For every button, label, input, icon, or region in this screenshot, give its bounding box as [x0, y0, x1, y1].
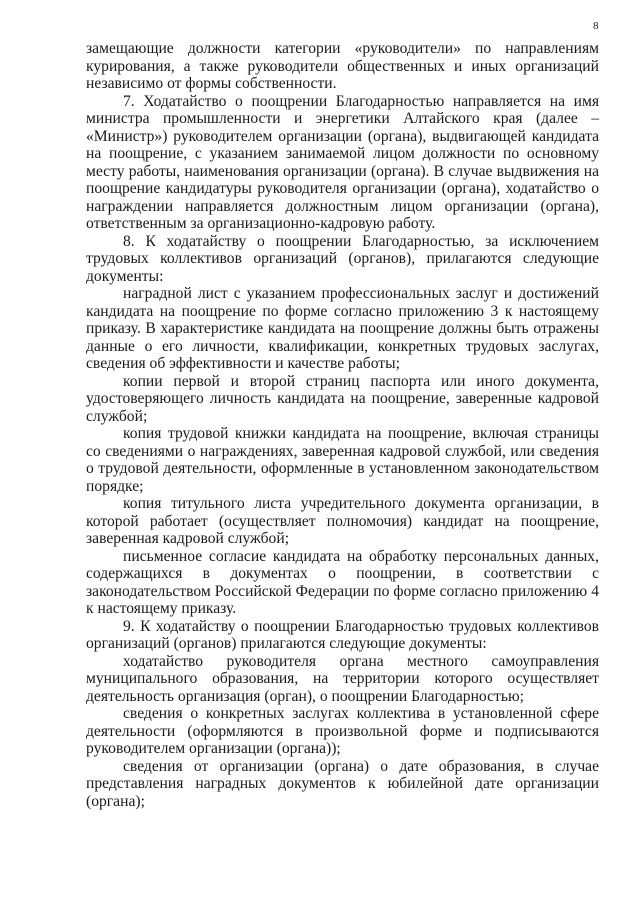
list-item-municipal-petition: ходатайство руководителя органа местного самоуправления муниципального образования, на территории которого осуществляет деятельность организация (орган), о поощрении Благодарностью;	[86, 652, 599, 705]
list-item-award-sheet: наградной лист с указанием профессиональных заслуг и достижений кандидата на поощрение по форме согласно приложению 3 к настоящему приказу. В характеристике кандидата на поощрение должны быть отражены данные о его личности, квалификации, конкретных трудовых заслугах, сведения об эффективности и качестве работы;	[86, 285, 599, 372]
list-item-personal-data-consent: письменное согласие кандидата на обработку персональных данных, содержащихся в документах о поощрении, в соответствии с законодательством Российской Федерации по форме согласно приложению 4 к настоящему приказу.	[86, 547, 599, 617]
page-number: 8	[593, 20, 599, 32]
paragraph-continuation: замещающие должности категории «руководители» по направлениям курирования, а также руководители общественных и иных организаций независимо от формы собственности.	[86, 40, 599, 92]
list-item-title-page-copy: копия титульного листа учредительного документа организации, в которой работает (осуществляет полномочия) кандидат на поощрение, заверенная кадровой службой;	[86, 495, 599, 547]
list-item-passport-copies: копии первой и второй страниц паспорта или иного документа, удостоверяющего личность кандидата на поощрение, заверенные кадровой службой;	[86, 372, 599, 425]
paragraph-clause-7: 7. Ходатайство о поощрении Благодарностью направляется на имя министра промышленности и энергетики Алтайского края (далее – «Министр») руководителем организации (органа), выдвигающей кандидата на поощрение, с указанием занимаемой лицом должности по основному месту работы, наименования организации (органа). В случае выдвижения на поощрение кандидатуры руководителя организации (органа), ходатайство о награждении направляется должностным лицом организации (органа), ответственным за организационно-кадровую работу.	[86, 92, 599, 232]
paragraph-clause-9: 9. К ходатайству о поощрении Благодарностью трудовых коллективов организаций (органов) прилагаются следующие документы:	[86, 617, 599, 652]
list-item-employment-record: копия трудовой книжки кандидата на поощрение, включая страницы со сведениями о награждениях, заверенная кадровой службой, или сведения о трудовой деятельности, оформленные в установленном законодательством порядке;	[86, 425, 599, 495]
paragraph-clause-8: 8. К ходатайству о поощрении Благодарностью, за исключением трудовых коллективов организаций (органов), прилагаются следующие документы:	[86, 232, 599, 285]
list-item-founding-date: сведения от организации (органа) о дате образования, в случае представления наградных документов к юбилейной дате организации (органа);	[86, 757, 599, 810]
list-item-team-merits: сведения о конкретных заслугах коллектива в установленной сфере деятельности (оформляются в произвольной форме и подписываются руководителем организации (органа));	[86, 705, 599, 757]
document-body	[86, 40, 599, 810]
